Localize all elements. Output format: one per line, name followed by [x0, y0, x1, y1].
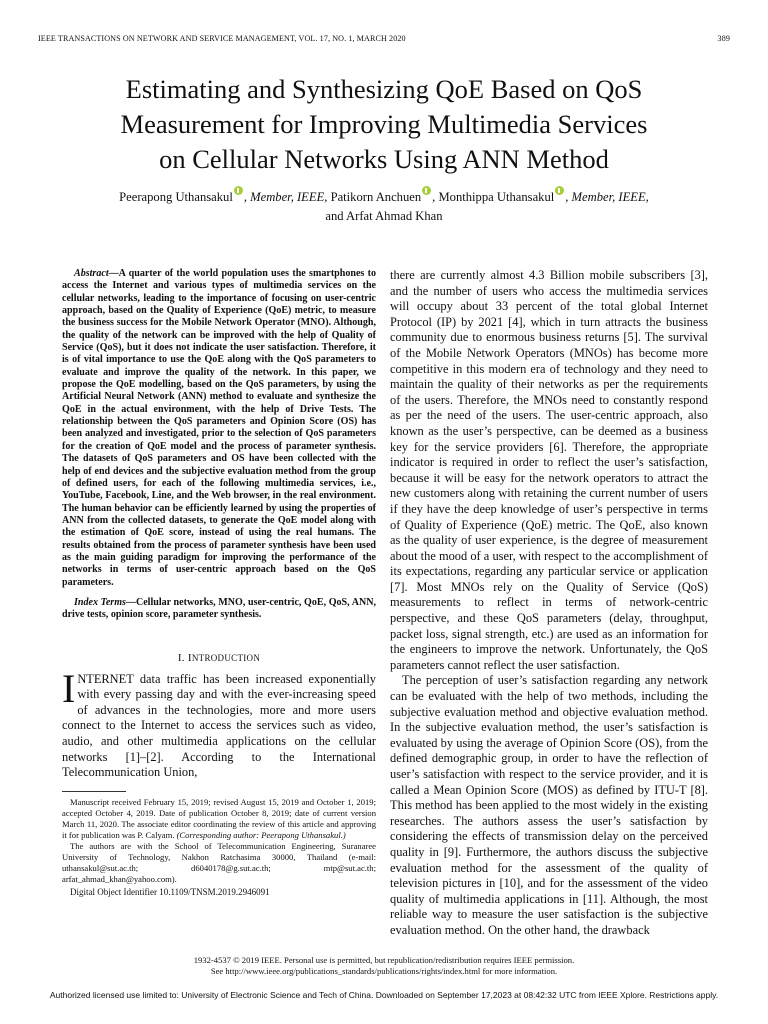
- footnote-affiliation: The authors are with the School of Telecommunication Engineering, Suranaree University of Technology, Nakhon Ratchasima 30000, Thailand (e-mail: uthansakul@sut.ac.th; d6040178@g.sut.ac.th; mtp@sut.ac.th; arfat_ahmad_khan@yahoo.com).: [62, 840, 376, 884]
- right-column: [390, 268, 708, 939]
- index-terms-text: —Cellular networks, MNO, user-centric, QoE, QoS, ANN, drive tests, opinion score, parameter synthesis.: [62, 596, 376, 621]
- author-name: Monthippa Uthansakul: [438, 190, 555, 204]
- orcid-icon[interactable]: [234, 186, 243, 195]
- abstract-text: —A quarter of the world population uses the smartphones to access the Internet and various types of multimedia services on the cellular networks, leading to the importance of focusing on user-centric approach, based on the Quality of Experience (QoE) metric, to measure the business success for the Mobile Network Operator (MNO). Although, the quality of the network can be improved with the help of Quality of Service (QoS), but it does not indicate the user satisfaction. Therefore, it is of vital importance to use the QoE along with the QoS parameters to evaluate and improve the quality of the network. In this paper, we propose the QoE modelling, based on the QoS parameters, by using the Artificial Neural Network (ANN) method to evaluate and synthesize the QoE in the actual environment, with the help of Drive Tests. The relationship between the QoS parameters and Opinion Score (OS) has been analyzed and investigated, prior to the selection of QoS parameters for the creation of QoE model and the process of parameter synthesis. The datasets of QoS parameters and OS have been collected with the help of end devices and the subjective evaluation method from the group of defined users, for each of the following multimedia services, i.e., YouTube, Facebook, Line, and the Web browser, in the real environment. The human behavior can be efficiently learned by using the properties of ANN from the collected datasets, to generate the QoE model along with the estimation of QoE score, instead of using the real humans. The results obtained from the process of parameter synthesis have been used as the main guiding paradigm for improving the performance of the networks in terms of user-centric approach based on the QoS parameters.: [62, 268, 376, 588]
- orcid-icon[interactable]: [555, 186, 564, 195]
- running-head: [38, 34, 730, 43]
- title-line-3: on Cellular Networks Using ANN Method: [159, 144, 609, 174]
- intro-text: NTERNET data traffic has been increased exponentially with every passing day and with the ever-increasing speed of advances in the technologies, more and more users connect to the Internet to access the services such as video, audio, and other multimedia applications on the cellular networks [1]–[2]. According to the International Telecommunication Union,: [62, 671, 376, 780]
- rights-link[interactable]: See http://www.ieee.org/publications_standards/publications/rights/index.html for more information.: [210, 966, 558, 976]
- author-list: [50, 186, 718, 226]
- author-name: Peerapong Uthansakul: [119, 190, 233, 204]
- abstract-label: Abstract: [74, 268, 109, 279]
- copyright-line: 1932-4537 © 2019 IEEE. Personal use is permitted, but republication/redistribution requires IEEE permission.: [193, 955, 575, 965]
- author-role: , Member, IEEE,: [565, 190, 649, 204]
- index-terms-label: Index Terms: [74, 596, 126, 608]
- copyright-notice: [40, 955, 728, 977]
- author-separator: ,: [432, 190, 439, 204]
- title-line-1: Estimating and Synthesizing QoE Based on QoS: [125, 74, 643, 104]
- left-column: [62, 268, 376, 898]
- section-numeral: I. I: [177, 651, 192, 664]
- intro-paragraph: [62, 665, 376, 781]
- footnote-received: [62, 797, 376, 841]
- page-number: 389: [717, 34, 730, 43]
- author-name: Patikorn Anchuen: [327, 190, 422, 204]
- index-terms: [62, 597, 376, 622]
- authorized-use-notice: Authorized licensed use limited to: University of Electronic Science and Tech of China. Downloaded on September 17,2023 at 08:42:32 UTC from IEEE Xplore. Restrictions apply.: [49, 990, 719, 1000]
- body-paragraph: there are currently almost 4.3 Billion mobile subscribers [3], and the number of users who access the multimedia services will occupy about 33 percent of the total global Internet Protocol (IP) by 2021 [4], which in turn attracts the business community due to enormous business returns [5]. The survival of the Mobile Network Operators (MNOs) has become more competitive in this modern era of technology and they need to maintain the quality of their networks as per the requirements of the users. Therefore, the MNOs need to constantly respond as per the need of the users. The user-centric approach, also known as the user’s perspective, can be deemed as a business key for the service providers [6]. Therefore, the appropriate indicator is required in order to reflect the user’s satisfaction, because it will be easy for the network operators to attract the new customers along with retaining the current number of users if they have the deep knowledge of user’s perspective in terms of Quality of Experience (QoE) metric. The QoE, also known as the quality of user experience, is the degree of measurement about the mood of a user, with respect to the accomplishment of its expectations, regarding any particular service or application [7]. Most MNOs rely on the Quality of Service (QoS) measurements to reflect in terms of network-centric perspective, and these QoS parameters (delay, throughput, packet loss, signal strength, etc.) are used as an information for the engineers to improve the network. Unfortunately, the QoS parameters cannot reflect the user satisfaction.: [390, 268, 708, 672]
- footnote-rule: [62, 791, 126, 792]
- paper-title: [50, 72, 718, 177]
- author-name: and Arfat Ahmad Khan: [325, 209, 443, 223]
- title-line-2: Measurement for Improving Multimedia Services: [120, 109, 648, 139]
- section-heading-introduction: [62, 652, 376, 664]
- doi[interactable]: Digital Object Identifier 10.1109/TNSM.2019.2946091: [70, 886, 270, 897]
- drop-cap: I: [62, 665, 76, 711]
- abstract: [62, 268, 376, 589]
- section-title: NTRODUCTION: [191, 652, 261, 663]
- body-paragraph: The perception of user’s satisfaction regarding any network can be evaluated with the help of two methods, including the subjective evaluation method and objective evaluation method. In the subjective evaluation method, the user’s satisfaction is evaluated by using the average of Opinion Score (OS), from the defined demographic group, in order to have the reflection of user’s satisfaction with respect to the service provider, and it is called a Mean Opinion Score (MOS) as defined by ITU-T [8]. This method has been applied to the most widely in the existing researches. The authors assess the user’s satisfaction by considering the effects of transmission delay on the perceived quality in [9]. Furthermore, the authors discuss the subjective evaluation method for the assessment of the quality of television pictures in [10], and for the assessment of the video quality of multimedia applications in [11]. Although, the most reliable way to measure the user satisfaction is the subjective evaluation method. On the other hand, the drawback: [390, 673, 708, 937]
- orcid-icon[interactable]: [422, 186, 431, 195]
- journal-header: IEEE TRANSACTIONS ON NETWORK AND SERVICE MANAGEMENT, VOL. 17, NO. 1, MARCH 2020: [38, 34, 406, 43]
- received-text: Manuscript received February 15, 2019; revised August 15, 2019 and October 1, 2019; accepted October 4, 2019. Date of publication October 8, 2019; date of current version March 11, 2020. The associate editor coordinating the review of this article and approving it for publication was P. Calyam.: [62, 796, 376, 840]
- author-role: , Member, IEEE,: [243, 190, 328, 204]
- corresponding-author: (Corresponding author: Peerapong Uthansakul.): [174, 829, 346, 840]
